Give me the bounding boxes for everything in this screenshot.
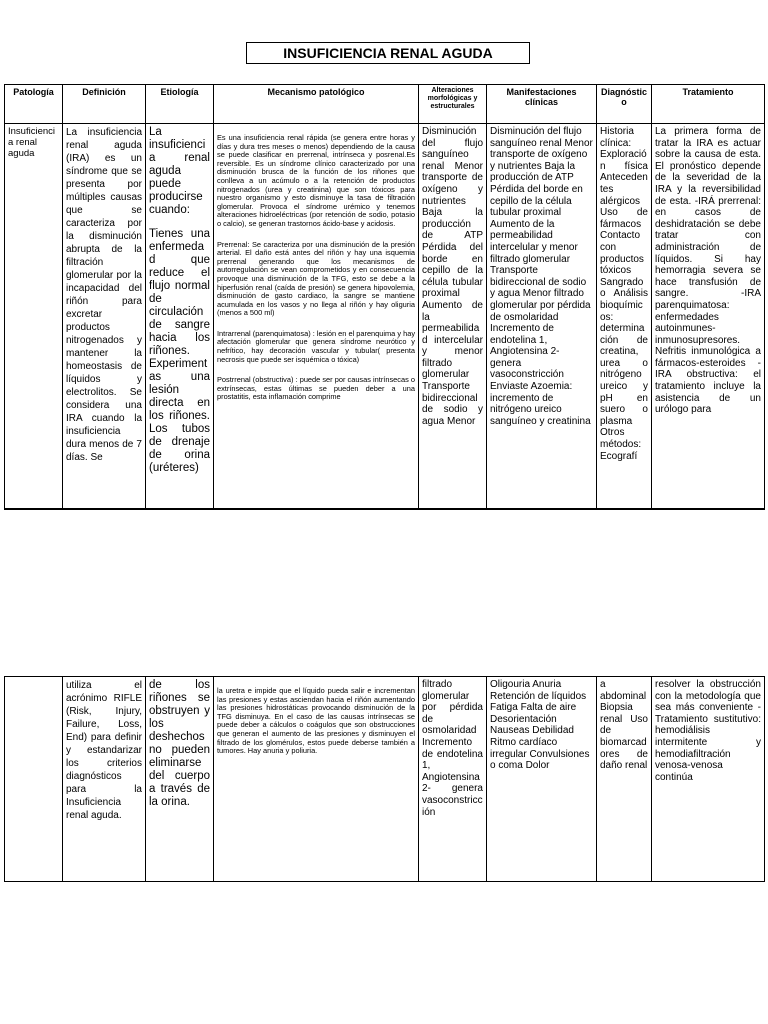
- header-definicion: Definición: [63, 85, 146, 124]
- cell-tratamiento: La primera forma de tratar la IRA es actuar sobre la causa de esta. El pronóstico depende de la severidad de la IRA y la reversibilidad de esta. -IRÁ prerrenal: en casos de deshidratación se debe tratar con administración de líquidos. Si hay hemorragia severa se hace transfusión de sangre. -IRA parenquimatosa: enfermedades autoinmunes-inmunosupresores. Nefritis inmunológica a fármacos-esteroides -IRA obstructiva: el tratamiento incluye la asistencia de un urólogo para: [652, 124, 765, 510]
- header-alteraciones: Alteraciones morfológicas y estructurales: [419, 85, 487, 124]
- cell-alteraciones: filtrado glomerular por pérdida de osmolaridad Incremento de endotelina 1, Angiotensina 2- genera vasoconstricción: [419, 677, 487, 882]
- cell-diagnostico: Historia clínica: Exploración física Antecedentes alérgicos Uso de fármacos Contacto con productos tóxicos Sangrado o Análisis bioquímicos: determinación de creatina, urea o nitrógeno ureico y pH en suero o plasma Otros métodos: Ecografí: [597, 124, 652, 510]
- cell-manifestaciones: Oligouria Anuria Retención de líquidos Fatiga Falta de aire Desorientación Nauseas Debilidad Ritmo cardíaco irregular Convulsiones o coma Dolor: [487, 677, 597, 882]
- cell-diagnostico: a abdominal Biopsia renal Uso de biomarcadores de daño renal: [597, 677, 652, 882]
- cell-definicion: utiliza el acrónimo RIFLE (Risk, Injury, Failure, Loss, End) para definir y estandarizar los criterios diagnósticos para la Insuficiencia renal aguda.: [63, 677, 146, 882]
- cell-mecanismo: [214, 677, 419, 882]
- header-tratamiento: Tratamiento: [652, 85, 765, 124]
- header-diagnostico: Diagnóstico: [597, 85, 652, 124]
- header-etiologia: Etiología: [146, 85, 214, 124]
- cell-patologia: [5, 677, 63, 882]
- table-row: [5, 677, 765, 882]
- etiologia-causes: Tienes una enfermedad que reduce el flujo normal de circulación de sangre hacia los riñones. Experimentas una lesión directa en los riñones. Los tubos de drenaje de orina (uréteres): [149, 228, 210, 474]
- mecanismo-prerrenal: Prerrenal: Se caracteriza por una disminución de la presión arterial. El daño está antes del riñón y hay una isquemia prerrenal generando que los mecanismos de autorregulación se vean comprometidos y en consecuencia provoque una disminución de la TFG, esto se debe a la hiperfusión renal (caída de presión) se genera hipovolemia, disminución de gasto cardiaco, la sangre se mantiene acumulada en los vasos y no llega al riñón y hay oliguria (menos a 500 ml): [217, 239, 415, 318]
- cell-etiologia: de los riñones se obstruyen y los deshechos no pueden eliminarse del cuerpo a través de la orina.: [146, 677, 214, 882]
- etiologia-intro: La insuficiencia renal aguda puede producirse cuando:: [149, 126, 210, 216]
- cell-patologia: Insuficiencia renal aguda: [5, 124, 63, 510]
- cell-alteraciones: Disminución del flujo sanguíneo renal Menor transporte de oxígeno y nutrientes Baja la producción de ATP Pérdida del borde en cepillo de la célula tubular proximal Aumento de la permeabilidad intercelular y menor filtrado glomerular Transporte bidireccional de sodio y agua Menor: [419, 124, 487, 510]
- table-header-row: [5, 85, 765, 124]
- header-manifestaciones: Manifestaciones clínicas: [487, 85, 597, 124]
- cell-definicion: La insuficiencia renal aguda (IRA) es un síndrome que se presenta por múltiples causas que se caracteriza por la disminución abrupta de la filtración glomerular por la incapacidad del riñón para excretar productos nitrogenados y mantener la homeostasis de líquidos y electrolitos. Se considera una IRA cuando la insuficiencia dura menos de 7 días. Se: [63, 124, 146, 510]
- header-patologia: Patología: [5, 85, 63, 124]
- table-row: [5, 124, 765, 510]
- header-mecanismo: Mecanismo patológico: [214, 85, 419, 124]
- cell-etiologia: [146, 124, 214, 510]
- summary-table-page-2: [4, 676, 765, 882]
- mecanismo-postrrenal: Postrrenal (obstructiva) : puede ser por causas intrínsecas o extrínsecas, estas últimas se pueden deber a una prostatitis, esta inflamación comprime: [217, 375, 415, 402]
- cell-manifestaciones: Disminución del flujo sanguíneo renal Menor transporte de oxígeno y nutrientes Baja la producción de ATP Pérdida del borde en cepillo de la célula tubular proximal Aumento de la permeabilidad intercelular y menor filtrado glomerular Transporte bidireccional de sodio y agua Menor filtrado glomerular por pérdida de osmolaridad Incremento de endotelina 1, Angiotensina 2- genera vasoconstricción Enviaste Azoemia: incremento de nitrógeno ureico sanguíneo y creatinina: [487, 124, 597, 510]
- cell-mecanismo: [214, 124, 419, 510]
- cell-tratamiento: resolver la obstrucción con la metodología que sea más conveniente -Tratamiento sustitutivo: hemodiálisis intermitente y hemodiafiltración venosa-venosa continúa: [652, 677, 765, 882]
- mecanismo-general: Es una insuficiencia renal rápida (se genera entre horas y días y dura tres meses o menos) dependiendo de la causa se puede clasificar en prerrenal, intrínseca y posrenal.Es reversible. Es un síndrome clínico caracterizado por una disminución brusca de la función de los riñones que conlleva a un acúmulo o a la retención de productos nitrogenados (urea y creatinina) que son tóxicos para nuestro organismo y esto disminuye la tasa de filtración glomerular. Provoca el síndrome urémico y tenemos alteraciones hidroeléctricas (por retención de sodio, potasio o calcio), se generan trastornos ácido-base y acidosis.: [217, 133, 415, 228]
- mecanismo-intrarrenal: Intrarrenal (parenquimatosa) : lesión en el parenquima y hay afectación glomerular que genera síndrome neurótico y nefrítico, hay decoración vascular y tubular( presenta necrosis que puede ser isquémica o tóxica): [217, 328, 416, 364]
- page-title: INSUFICIENCIA RENAL AGUDA: [246, 42, 530, 64]
- summary-table-page-1: [4, 84, 765, 510]
- mecanismo-continuacion: la uretra e impide que el líquido pueda salir e incrementan las presiones y estas asciendan hacia el riñón aumentando las presiones hidrostáticas provocando disminución de la TFG disminuya. En el caso de las causas intrínsecas se puede deber a cálculos o coágulos que son obstrucciones que generan el aumento de las presiones y disminuyen el filtrado de los glomérulos, estos puede deberse también a tumores. Hay anuria y poliuria.: [217, 686, 415, 756]
